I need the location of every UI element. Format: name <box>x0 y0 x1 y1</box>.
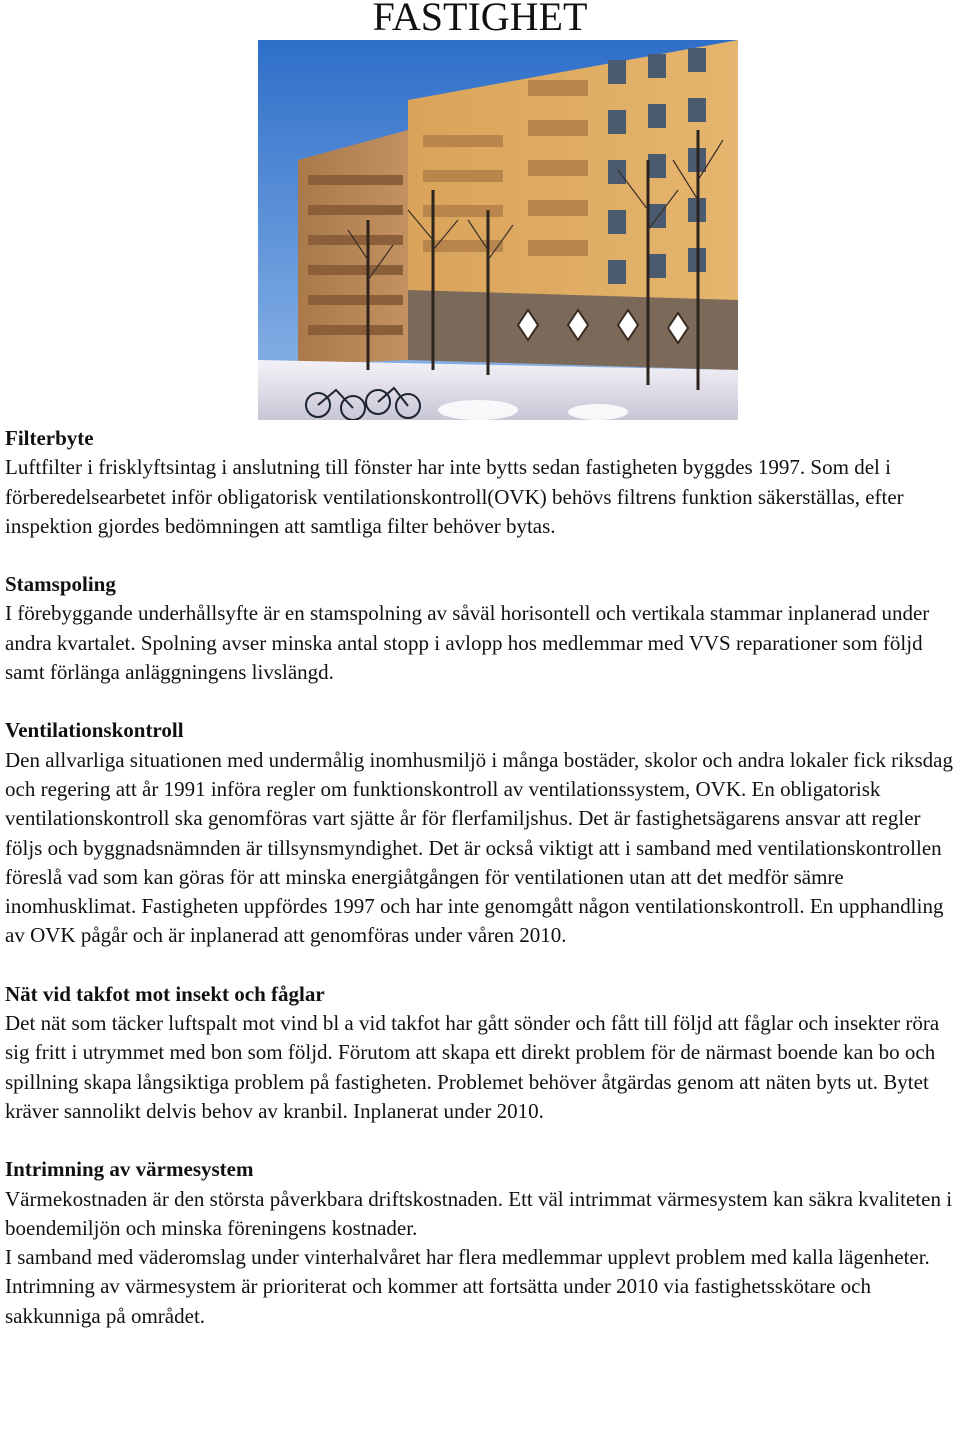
page-title: FASTIGHET <box>372 0 588 39</box>
section-heading: Ventilationskontroll <box>5 718 184 743</box>
document-body <box>5 424 957 1331</box>
section-paragraph: I samband med väderomslag under vinterhalvåret har flera medlemmar upplevt problem med kalla lägenheter. Intrimning av värmesystem är prioriterat och kommer att fortsätta under 2010 via fastighetsskötare och sakkunniga på området. <box>5 1245 930 1328</box>
building-photo <box>258 40 738 420</box>
section-heading: Intrimning av värmesystem <box>5 1157 254 1182</box>
section-heading: Stamspoling <box>5 572 116 597</box>
section-paragraph: Värmekostnaden är den största påverkbara driftskostnaden. Ett väl intrimmat värmesystem kan säkra kvaliteten i boendemiljön och minska föreningens kostnader. <box>5 1186 953 1240</box>
building-photo-image <box>258 40 738 420</box>
section-stamspoling <box>5 570 957 687</box>
section-intrimning-varmesystem <box>5 1155 957 1331</box>
section-heading: Filterbyte <box>5 426 94 450</box>
section-paragraph: Det nät som täcker luftspalt mot vind bl a vid takfot har gått sönder och fått till följd att fåglar och insekter röra sig fritt i utrymmet med bon som följd. Förutom att skapa ett direkt problem för de närmast boende kan bo och spillning skapa långsiktiga problem på fastigheten. Problemet behöver åtgärdas genom att näten byts ut. Bytet kräver sannolikt delvis behov av kranbil. Inplanerat under 2010. <box>5 1011 940 1123</box>
section-paragraph: Den allvarliga situationen med undermålig inomhusmiljö i många bostäder, skolor och andra lokaler fick riksdag och regering att år 1991 införa regler om funktionskontroll av ventilationssystem, OVK. En obligatorisk ventilationskontroll ska genomföras vart sjätte år för flerfamiljshus. Det är fastighetsägarens ansvar att regler följs och byggnadsnämnden är tillsynsmyndighet. Det är också viktigt att i samband med ventilationskontrollen föreslå vad som kan göras för att minska energiåtgången för ventilationen utan att det medför sämre inomhusklimat. Fastigheten uppfördes 1997 och har inte genomgått någon ventilationskontroll. En upphandling av OVK pågår och är inplanerad att genomföras under våren 2010. <box>5 747 953 948</box>
section-heading: Nät vid takfot mot insekt och fåglar <box>5 981 325 1006</box>
section-ventilationskontroll <box>5 716 957 950</box>
section-paragraph: Luftfilter i frisklyftsintag i anslutning till fönster har inte bytts sedan fastigheten byggdes 1997. Som del i förberedelsearbetet inför obligatorisk ventilationskontroll(OVK) behövs filtrens funktion säkerställas, efter inspektion gjordes bedömningen att samtliga filter behöver bytas. <box>5 455 904 538</box>
section-filterbyte <box>5 424 957 541</box>
section-nat-vid-takfot <box>5 980 957 1126</box>
section-paragraph: I förebyggande underhållsyfte är en stamspolning av såväl horisontell och vertikala stammar inplanerad under andra kvartalet. Spolning avser minska antal stopp i avlopp hos medlemmar med VVS reparationer som följd samt förlänga anläggningens livslängd. <box>5 601 930 685</box>
